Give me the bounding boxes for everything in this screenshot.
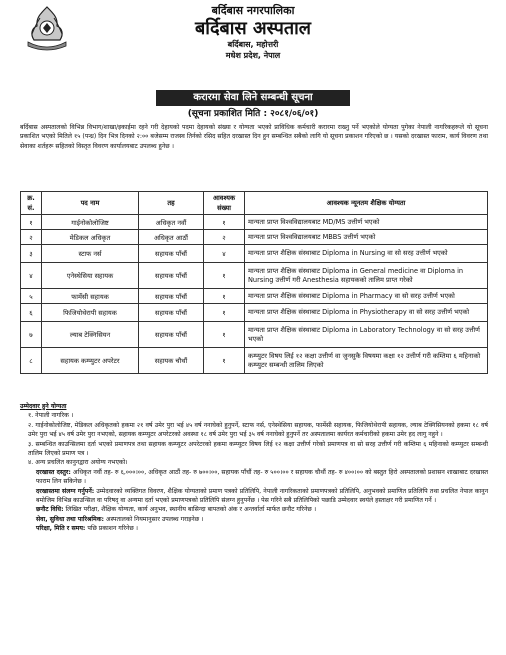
cell-post: फिजियोथेरापी सहायक bbox=[42, 304, 139, 322]
col-post: पद नाम bbox=[42, 192, 139, 215]
qualification-item: ४. अन्य प्रचलित कानुनद्वारा अयोग्य नभएको। bbox=[28, 459, 128, 467]
cell-qualification: मान्यता प्राप्त विश्वविद्यालयबाट MD/MS उत्तीर्ण भएको bbox=[245, 215, 488, 230]
table-row bbox=[21, 230, 488, 245]
intro-paragraph: बर्दिबास अस्पतालको विभिन्न विभाग/शाखा/इकाईमा रहने गरी देहायको पदमा देहायको संख्या र योग्यता भएको प्राविधिक कर्मचारी करारमा राख्नु पर्ने भएकोले योग्यता पुगेका नेपाली नागरिकहरूले यो सूचना प्रकाशित भएको मितिले १५ (पन्ध्र) दिन भित्र दिनको २:०० बजेसम्म राजस्व तिर्नको रसिद सहित दरखास्त दिन हुन सम्बन्धित सबैको लागि यो सूचना प्रकाशन गरिएको छ । यसको दरखास्त फाराम, कार्य विवरण तथा सेवाका शर्तहरू सहितको विस्तृत विवरण कार्यालयबाट उपलब्ध हुनेछ । bbox=[20, 124, 488, 150]
col-qualification: आवश्यक न्यूनतम शैक्षिक योग्यता bbox=[245, 192, 488, 215]
facilities-text: अस्पतालको नियमानुसार उपलब्ध गराइनेछ । bbox=[105, 515, 204, 523]
cell-post: स्टाफ नर्स bbox=[42, 245, 139, 263]
cell-post: एनेस्थेसिया सहायक bbox=[42, 263, 139, 289]
col-level: तह bbox=[139, 192, 204, 215]
exam-schedule-label: परिक्षा, मिति र समय: bbox=[36, 525, 86, 533]
cell-level: अधिकृत आठौं bbox=[139, 230, 204, 245]
cell-serial: ५ bbox=[21, 289, 42, 304]
cell-count: १ bbox=[204, 289, 245, 304]
cell-level: सहायक पाँचौं bbox=[139, 263, 204, 289]
table-row bbox=[21, 304, 488, 322]
selection-method-text: लिखित परीक्षा, शैक्षिक योग्यता, कार्य अनुभव, स्थानीय बासिन्दा बापतको अंक र अन्तर्वार्ता मार्फत छनौट गरिनेछ । bbox=[65, 506, 317, 514]
col-count: आवश्यक संख्या bbox=[204, 192, 245, 215]
cell-count: १ bbox=[204, 304, 245, 322]
selection-method bbox=[20, 505, 488, 514]
qualification-item: १. नेपाली नागरिक । bbox=[28, 412, 74, 420]
required-documents bbox=[20, 487, 488, 506]
cell-qualification: मान्यता प्राप्त शैक्षिक संस्थाबाट Diploma in Laboratory Technology वा सो सरह उत्तीर्ण भएको bbox=[245, 322, 488, 348]
cell-post: ल्याब टेक्निसियन bbox=[42, 322, 139, 348]
application-fee-label: दरखास्त दस्तुर: bbox=[36, 468, 71, 476]
cell-qualification: मान्यता प्राप्त शैक्षिक संस्थाबाट Diploma in General medicine वा Diploma in Nursing उत्तीर्ण गरी Anesthesia सहायकको तालिम प्राप्त गरेको bbox=[245, 263, 488, 289]
cell-qualification: मान्यता प्राप्त शैक्षिक संस्थाबाट Diploma in Nursing वा सो सरह उत्तीर्ण भएको bbox=[245, 245, 488, 263]
header bbox=[0, 4, 506, 61]
cell-level: अधिकृत नवौं bbox=[139, 215, 204, 230]
notice-title: करारमा सेवा लिने सम्बन्धी सूचना bbox=[156, 90, 350, 106]
cell-level: सहायक पाँचौं bbox=[139, 289, 204, 304]
col-serial: क्र. सं. bbox=[21, 192, 42, 215]
cell-serial: २ bbox=[21, 230, 42, 245]
application-fee bbox=[20, 468, 488, 487]
table-row bbox=[21, 215, 488, 230]
publication-date: (सूचना प्रकाशित मिति : २०८१/०६/०१) bbox=[187, 109, 319, 119]
cell-qualification: मान्यता प्राप्त शैक्षिक संस्थाबाट Diploma in Physiotherapy वा सो सरह उत्तीर्ण भएको bbox=[245, 304, 488, 322]
table-row bbox=[21, 263, 488, 289]
cell-serial: १ bbox=[21, 215, 42, 230]
cell-count: १ bbox=[204, 215, 245, 230]
table-header-row bbox=[21, 192, 488, 215]
cell-post: मेडिकल अधिकृत bbox=[42, 230, 139, 245]
table-row bbox=[21, 348, 488, 374]
cell-serial: ६ bbox=[21, 304, 42, 322]
cell-serial: ३ bbox=[21, 245, 42, 263]
cell-level: सहायक पाँचौं bbox=[139, 322, 204, 348]
cell-qualification: मान्यता प्राप्त विश्वविद्यालयबाट MBBS उत्तीर्ण भएको bbox=[245, 230, 488, 245]
cell-level: सहायक पाँचौं bbox=[139, 245, 204, 263]
facilities-label: सेवा, सुविधा तथा पारिश्रमिक: bbox=[36, 515, 104, 523]
cell-count: १ bbox=[204, 348, 245, 374]
required-documents-text: उम्मेदवारको व्यक्तिगत विवरण, शैक्षिक योग्यताको प्रमाण पत्रको प्रतिलिपि, नेपाली नागरिकताको प्रमाणपत्रको प्रतिलिपि, अनुभवको प्रमाणित प्रतिलिपि तथा प्रचलित नेपाल कानुन बमोजिम विभिन्न काउन्सिल वा परिषद् वा अन्यमा दर्ता भएको प्रमाणपत्रको प्रतिलिपि संलग्न हुनुपर्नेछ । पेस गरिने सबै प्रतिलिपिको पछाडि उम्मेदवार स्वयंले हस्ताक्षर गरी प्रमाणित गर्ने । bbox=[36, 487, 488, 505]
application-fee-text: अधिकृत नवौं तह- रु ६,०००।००, अधिकृत आठौं तह- रु ७००।००, सहायक पाँचौं तह- रु ५००।०० र सहायक चौथौं तह- रु ४००।०० को बस्तुत हिरो अस्पतालको प्रशासन शाखाबाट दरखास्त फाराम लिन सकिनेछ । bbox=[36, 468, 489, 486]
cell-count: २ bbox=[204, 230, 245, 245]
municipality-name: बर्दिबास नगरपालिका bbox=[211, 4, 295, 17]
address-line-1: बर्दिबास, महोत्तरी bbox=[227, 40, 279, 49]
exam-schedule-text: पछि प्रकाशन गरिनेछ । bbox=[87, 525, 138, 533]
qualification-item: ३. सम्बन्धित काउन्सिलमा दर्ता भएको प्रमाणपत्र तथा सहायक कम्प्युटर अपरेटरको हकमा कम्प्युटर विषय लिई १२ कक्षा उत्तीर्ण गरेको प्रमाणपत्र वा सो सरह उत्तीर्ण गरी कम्तिमा ६ महिनाको कम्प्युटर सम्बन्धी तालिम लिएको प्रमाण पत्र । bbox=[28, 440, 488, 458]
cell-level: सहायक पाँचौं bbox=[139, 304, 204, 322]
cell-level: सहायक चौथौं bbox=[139, 348, 204, 374]
selection-method-label: छनौट विधि: bbox=[36, 506, 64, 514]
cell-post: सहायक कम्प्युटर अपरेटर bbox=[42, 348, 139, 374]
table-row bbox=[21, 322, 488, 348]
qualification-item: २. गाईनोकोलोजिष्ट, मेडिकल अधिकृतको हकमा २१ वर्ष उमेर पुरा भई ४५ वर्ष ननाघेको हुनुपर्ने, स्टाफ नर्स, एनेस्थेसिया सहायक, फार्मेसी सहायक, फिजियोथेरापी सहायक, ल्याब टेक्निसियनको हकमा १८ वर्ष उमेर पुरा भई ४५ वर्ष उमेर पुरा नभएको, सहायक कम्प्युटर अपरेटरको अवस्था १८ वर्ष उमेर पुरा भई ३५ वर्ष ननाघेको हुनुपर्ने तर अस्पतालमा कार्यरत कर्मचारीको हकमा उमेर हद लागु नहुने । bbox=[28, 421, 488, 439]
cell-count: ४ bbox=[204, 245, 245, 263]
exam-schedule bbox=[20, 524, 488, 533]
cell-qualification: मान्यता प्राप्त शैक्षिक संस्थाबाट Diploma in Pharmacy वा सो सरह उत्तीर्ण भएको bbox=[245, 289, 488, 304]
vacancy-table bbox=[20, 191, 488, 374]
table-row bbox=[21, 289, 488, 304]
cell-serial: ८ bbox=[21, 348, 42, 374]
qualifications-section bbox=[20, 402, 488, 534]
hospital-name: बर्दिबास अस्पताल bbox=[195, 18, 311, 39]
cell-serial: ७ bbox=[21, 322, 42, 348]
required-documents-label: दरखास्तमा संलग्न गर्नुपर्ने: bbox=[36, 487, 95, 495]
cell-post: फार्मेसी सहायक bbox=[42, 289, 139, 304]
cell-serial: ४ bbox=[21, 263, 42, 289]
facilities bbox=[20, 515, 488, 524]
cell-qualification: कम्प्युटर विषय लिई १२ कक्षा उत्तीर्ण वा जुनसुकै विषयमा कक्षा १२ उत्तीर्ण गरी कम्तिमा ६ महिनाको कम्प्युटर सम्बन्धी तालिम लिएको bbox=[245, 348, 488, 374]
qualifications-heading: उम्मेदवार हुने योग्यता bbox=[20, 403, 67, 410]
address-line-2: मधेश प्रदेश, नेपाल bbox=[225, 51, 281, 60]
cell-count: १ bbox=[204, 322, 245, 348]
table-row bbox=[21, 245, 488, 263]
cell-count: १ bbox=[204, 263, 245, 289]
cell-post: गाईनोकोलोजिष्ट bbox=[42, 215, 139, 230]
